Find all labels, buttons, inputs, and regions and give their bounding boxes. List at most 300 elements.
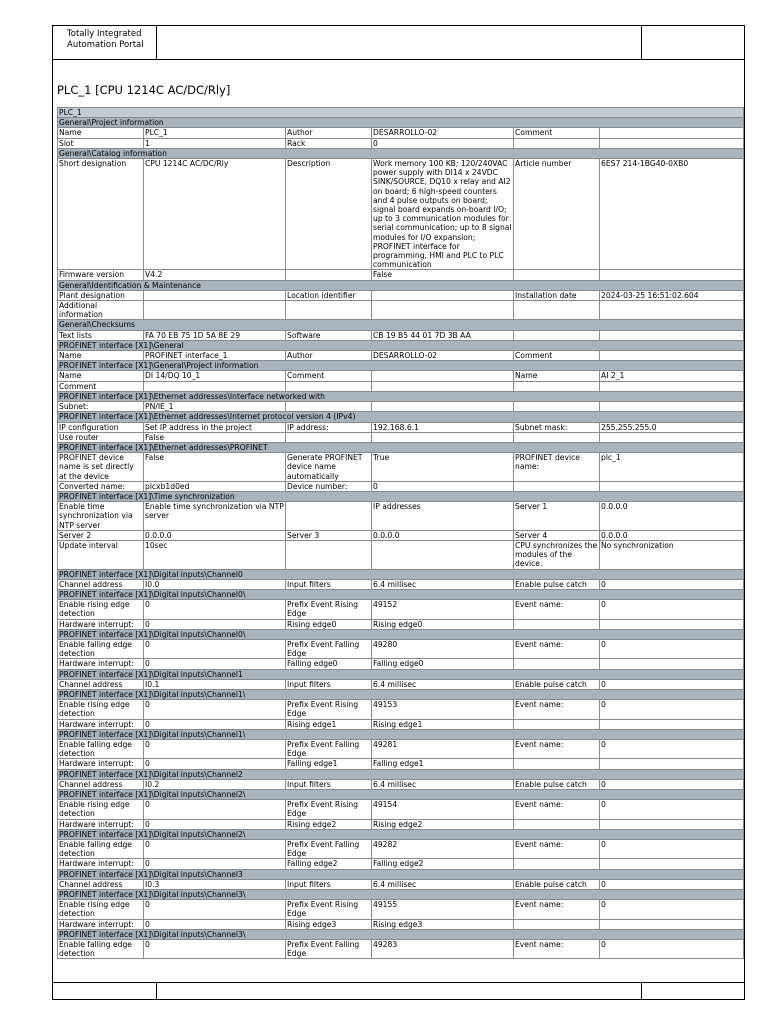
property-label: Hardware interrupt: [58, 659, 144, 669]
section-label: General\Catalog information [58, 148, 744, 158]
property-label: Short designation [58, 159, 144, 270]
property-label [514, 330, 600, 340]
property-label: Event name: [514, 840, 600, 859]
section-label: PROFINET interface [X1]\Ethernet addresses\Interface networked with [58, 391, 744, 401]
property-value [600, 138, 744, 148]
table-row [58, 800, 744, 819]
table-row [58, 879, 744, 889]
property-label: Name [58, 128, 144, 138]
section-label: General\Identification & Maintenance [58, 280, 744, 290]
property-label: Enable pulse catch [514, 879, 600, 889]
property-label: Rising edge2 [286, 819, 372, 829]
section-header-row [58, 790, 744, 800]
property-value [372, 402, 514, 412]
property-value: 0.0.0.0 [372, 530, 514, 540]
property-value [372, 432, 514, 442]
table-row [58, 719, 744, 729]
table-row [58, 301, 744, 320]
section-label: General\Checksums [58, 320, 744, 330]
property-value: CB 19 B5 44 01 7D 3B AA [372, 330, 514, 340]
section-header-row [58, 412, 744, 422]
property-value: Work memory 100 KB; 120/240VAC power supply with DI14 x 24VDC SINK/SOURCE, DQ10 x relay and AI2 on board; 6 high-speed counters and 4 pulse outputs on board; signal board expands on-board I/O; up to 3 communication modules for serial communication; up to 8 signal modules for I/O expansion; PROFINET interface for programming, HMI and PLC to PLC communication [373, 159, 512, 270]
section-header-row [58, 869, 744, 879]
section-label: PROFINET interface [X1]\Digital inputs\Channel0 [58, 569, 744, 579]
property-label: Event name: [514, 900, 600, 919]
table-row [58, 700, 744, 719]
section-label: PROFINET interface [X1]\General\Project information [58, 361, 744, 371]
property-value: 49154 [372, 800, 514, 819]
section-header-row [58, 118, 744, 128]
property-value: DESARROLLO-02 [372, 128, 514, 138]
table-row [58, 402, 744, 412]
property-value [600, 759, 744, 769]
section-header-row [58, 491, 744, 501]
table-row [58, 290, 744, 300]
property-label: Event name: [514, 800, 600, 819]
property-label [286, 301, 372, 320]
property-label: Article number [514, 159, 600, 270]
page-title: PLC_1 [CPU 1214C AC/DC/Rly] [57, 83, 231, 97]
table-row [58, 919, 744, 929]
property-label [286, 432, 372, 442]
property-value: 10sec [144, 540, 286, 569]
property-value: 0.0.0.0 [600, 502, 744, 531]
section-header-row [58, 729, 744, 739]
property-value: I0.3 [144, 879, 286, 889]
property-label [514, 402, 600, 412]
property-label: Prefix Event Falling Edge [286, 639, 372, 658]
property-label: Prefix Event Rising Edge [286, 600, 372, 619]
property-label: Author [286, 128, 372, 138]
property-value: 255.255.255.0 [600, 422, 744, 432]
property-value [144, 301, 286, 320]
property-value: 0 [144, 759, 286, 769]
property-value: 0 [144, 900, 286, 919]
property-value: 0 [144, 639, 286, 658]
property-value: V4.2 [144, 270, 286, 280]
property-label [514, 859, 600, 869]
property-value: False [144, 453, 286, 482]
property-label [514, 659, 600, 669]
table-row [58, 453, 744, 482]
property-value [600, 301, 744, 320]
property-label [514, 759, 600, 769]
property-label [514, 919, 600, 929]
property-value: 0.0.0.0 [600, 530, 744, 540]
property-value: 0 [144, 800, 286, 819]
property-value [372, 540, 514, 569]
property-value: 0 [144, 840, 286, 859]
property-label: Comment [286, 371, 372, 381]
property-value: Enable time synchronization via NTP server [144, 502, 286, 531]
property-label [514, 719, 600, 729]
section-header-row [58, 890, 744, 900]
property-value: 49280 [372, 639, 514, 658]
section-label: PROFINET interface [X1]\Digital inputs\Channel0\ [58, 629, 744, 639]
property-value: No synchronization [600, 540, 744, 569]
section-header-row [58, 148, 744, 158]
property-label [514, 619, 600, 629]
property-label: IP address: [286, 422, 372, 432]
property-label: Hardware interrupt: [58, 719, 144, 729]
property-value: 6.4 millisec [372, 679, 514, 689]
property-value: 0 [144, 619, 286, 629]
property-value: DI 14/DQ 10_1 [144, 371, 286, 381]
property-value [600, 402, 744, 412]
property-value: Rising edge0 [372, 619, 514, 629]
section-label: PROFINET interface [X1]\Digital inputs\Channel2\ [58, 829, 744, 839]
section-header-row [58, 689, 744, 699]
property-label: Name [514, 371, 600, 381]
property-label: Prefix Event Rising Edge [286, 700, 372, 719]
section-header-row [58, 929, 744, 939]
property-value [600, 819, 744, 829]
property-value: 0 [600, 800, 744, 819]
section-header-row [58, 589, 744, 599]
property-label: Input filters [286, 579, 372, 589]
property-label: Hardware interrupt: [58, 759, 144, 769]
table-row [58, 540, 744, 569]
section-header-row [58, 669, 744, 679]
property-value [600, 351, 744, 361]
table-row [58, 659, 744, 669]
property-value [600, 719, 744, 729]
property-value: PN/IE_1 [144, 402, 286, 412]
property-label: Channel address [58, 879, 144, 889]
property-label: Name [58, 371, 144, 381]
property-label: Event name: [514, 700, 600, 719]
property-label: Channel address [58, 579, 144, 589]
property-value: Falling edge2 [372, 859, 514, 869]
property-value: 0 [600, 600, 744, 619]
property-label: Hardware interrupt: [58, 619, 144, 629]
property-value [144, 290, 286, 300]
section-label: PROFINET interface [X1]\Digital inputs\Channel1 [58, 669, 744, 679]
table-row [58, 940, 744, 959]
property-value [600, 330, 744, 340]
property-value [600, 919, 744, 929]
property-label: Enable pulse catch [514, 679, 600, 689]
property-label: Enable pulse catch [514, 779, 600, 789]
property-value: I0.0 [144, 579, 286, 589]
property-label: Comment [58, 381, 144, 391]
property-value: Falling edge1 [372, 759, 514, 769]
property-value: 49152 [372, 600, 514, 619]
section-label: PROFINET interface [X1]\Time synchronization [58, 491, 744, 501]
property-value: FA 70 EB 75 1D 5A 8E 29 [144, 330, 286, 340]
footer-divider [156, 983, 157, 999]
property-value: 0 [600, 940, 744, 959]
property-value: I0.2 [144, 779, 286, 789]
property-value: 6.4 millisec [372, 879, 514, 889]
section-label: PROFINET interface [X1]\Ethernet addresses\PROFINET [58, 442, 744, 452]
property-label: Falling edge2 [286, 859, 372, 869]
property-label [286, 502, 372, 531]
property-label: Rising edge1 [286, 719, 372, 729]
property-value: 49153 [372, 700, 514, 719]
properties-table [57, 107, 744, 959]
section-header-row [58, 442, 744, 452]
property-label: IP configuration [58, 422, 144, 432]
property-value: 0 [144, 859, 286, 869]
table-row [58, 138, 744, 148]
property-label: Enable time synchronization via NTP server [58, 502, 144, 531]
property-value: 49281 [372, 740, 514, 759]
property-label: Location identifier [286, 290, 372, 300]
property-value: 0 [600, 840, 744, 859]
property-label: Rising edge0 [286, 619, 372, 629]
table-title-row [58, 108, 744, 118]
table-row [58, 502, 744, 531]
property-label: Hardware interrupt: [58, 819, 144, 829]
property-label: PROFINET device name: [514, 453, 600, 482]
property-label: Comment [514, 128, 600, 138]
table-row [58, 432, 744, 442]
property-label: Subnet mask: [514, 422, 600, 432]
property-label: Converted name: [58, 481, 144, 491]
property-label: Input filters [286, 879, 372, 889]
page-header [53, 26, 744, 60]
property-value: 0 [600, 740, 744, 759]
property-value: Set IP address in the project [144, 422, 286, 432]
property-label: Generate PROFINET device name automatically [286, 453, 372, 482]
property-value: plc_1 [600, 453, 744, 482]
section-header-row [58, 361, 744, 371]
table-row [58, 639, 744, 658]
property-value: IP addresses [372, 502, 514, 531]
property-label: Subnet: [58, 402, 144, 412]
property-value: 0 [372, 481, 514, 491]
property-value: 6.4 millisec [372, 579, 514, 589]
property-value: 0 [144, 919, 286, 929]
property-value: False [144, 432, 286, 442]
footer-divider [641, 983, 642, 999]
section-label: PROFINET interface [X1]\Digital inputs\Channel3\ [58, 929, 744, 939]
table-row [58, 381, 744, 391]
property-label: Text lists [58, 330, 144, 340]
page-footer [53, 982, 744, 999]
property-value: AI 2_1 [600, 371, 744, 381]
property-label: Server 2 [58, 530, 144, 540]
property-label: Enable rising edge detection [58, 600, 144, 619]
property-label: Device number: [286, 481, 372, 491]
property-value: I0.1 [144, 679, 286, 689]
property-label: Software [286, 330, 372, 340]
property-label: Server 4 [514, 530, 600, 540]
table-row [58, 422, 744, 432]
table-row [58, 351, 744, 361]
section-header-row [58, 340, 744, 350]
property-value: 0 [600, 639, 744, 658]
property-label: Input filters [286, 779, 372, 789]
property-label: Additional information [58, 301, 144, 320]
property-label [514, 481, 600, 491]
property-label [286, 270, 372, 280]
property-label: Enable rising edge detection [58, 900, 144, 919]
property-label: Input filters [286, 679, 372, 689]
property-value: 0 [600, 879, 744, 889]
property-value: Rising edge3 [372, 919, 514, 929]
property-value: 192.168.6.1 [372, 422, 514, 432]
property-value: 0 [144, 700, 286, 719]
property-label [286, 540, 372, 569]
property-value: 6.4 millisec [372, 779, 514, 789]
property-value: 0 [144, 819, 286, 829]
property-value: 49283 [372, 940, 514, 959]
property-value: PROFINET interface_1 [144, 351, 286, 361]
property-label [286, 402, 372, 412]
property-label [514, 819, 600, 829]
property-value: True [372, 453, 514, 482]
section-header-row [58, 280, 744, 290]
property-value: plcxb1d0ed [144, 481, 286, 491]
property-value: 0 [600, 779, 744, 789]
section-label: PROFINET interface [X1]\Ethernet addresses\Internet protocol version 4 (IPv4) [58, 412, 744, 422]
section-header-row [58, 391, 744, 401]
property-value: 0 [600, 579, 744, 589]
property-value: 0 [600, 900, 744, 919]
table-row [58, 859, 744, 869]
property-label: Comment [514, 351, 600, 361]
property-label: Falling edge1 [286, 759, 372, 769]
property-value: 0 [144, 940, 286, 959]
property-value [600, 619, 744, 629]
property-label: Event name: [514, 940, 600, 959]
property-label: Plant designation [58, 290, 144, 300]
section-label: PROFINET interface [X1]\Digital inputs\Channel2 [58, 769, 744, 779]
table-row [58, 819, 744, 829]
section-label: PROFINET interface [X1]\Digital inputs\Channel0\ [58, 589, 744, 599]
property-value: 49282 [372, 840, 514, 859]
property-label: Description [286, 159, 372, 270]
table-row [58, 481, 744, 491]
property-value [600, 128, 744, 138]
property-label: Prefix Event Rising Edge [286, 900, 372, 919]
property-value: 2024-03-25 16:51:02.604 [600, 290, 744, 300]
property-label: Name [58, 351, 144, 361]
table-row [58, 330, 744, 340]
property-value: 0 [372, 138, 514, 148]
property-label: Rack [286, 138, 372, 148]
property-label [286, 381, 372, 391]
page-frame [52, 25, 745, 1000]
property-value [600, 381, 744, 391]
section-label: General\Project information [58, 118, 744, 128]
property-label: Server 1 [514, 502, 600, 531]
property-label: Firmware version [58, 270, 144, 280]
property-label: Hardware interrupt: [58, 859, 144, 869]
property-value: CPU 1214C AC/DC/Rly [144, 159, 286, 270]
property-value [372, 301, 514, 320]
property-label: Prefix Event Falling Edge [286, 940, 372, 959]
table-row [58, 779, 744, 789]
property-label: Enable pulse catch [514, 579, 600, 589]
section-label: PROFINET interface [X1]\Digital inputs\Channel3 [58, 869, 744, 879]
table-row [58, 579, 744, 589]
property-label: Enable rising edge detection [58, 700, 144, 719]
section-header-row [58, 320, 744, 330]
property-value: 6ES7 214-1BG40-0XB0 [600, 159, 744, 270]
property-value: Falling edge0 [372, 659, 514, 669]
table-row [58, 679, 744, 689]
property-label: CPU synchronizes the modules of the device. [514, 540, 600, 569]
property-label: Slot [58, 138, 144, 148]
table-row [58, 371, 744, 381]
section-header-row [58, 629, 744, 639]
header-divider [641, 26, 642, 59]
property-value: 0 [144, 740, 286, 759]
property-value: 0 [600, 679, 744, 689]
property-value: False [372, 270, 514, 280]
property-label: Falling edge0 [286, 659, 372, 669]
property-label [514, 270, 600, 280]
property-label: Enable falling edge detection [58, 840, 144, 859]
section-label: PROFINET interface [X1]\Digital inputs\Channel1\ [58, 689, 744, 699]
property-value: 0 [144, 600, 286, 619]
table-row [58, 759, 744, 769]
section-label: PROFINET interface [X1]\Digital inputs\Channel3\ [58, 890, 744, 900]
portal-name: Totally Integrated Automation Portal [53, 26, 157, 59]
property-label: Prefix Event Falling Edge [286, 740, 372, 759]
property-value: 0 [144, 659, 286, 669]
section-label: PLC_1 [58, 108, 744, 118]
property-label [514, 381, 600, 391]
section-header-row [58, 829, 744, 839]
property-value [372, 290, 514, 300]
property-label: Prefix Event Falling Edge [286, 840, 372, 859]
section-label: PROFINET interface [X1]\General [58, 340, 744, 350]
property-value: 0 [144, 719, 286, 729]
property-label: Server 3 [286, 530, 372, 540]
property-label: Author [286, 351, 372, 361]
property-value [600, 859, 744, 869]
property-label: Channel address [58, 679, 144, 689]
property-label: Hardware interrupt: [58, 919, 144, 929]
property-value: 1 [144, 138, 286, 148]
table-row [58, 740, 744, 759]
property-label: Event name: [514, 600, 600, 619]
property-value [372, 371, 514, 381]
property-value: Rising edge2 [372, 819, 514, 829]
table-row [58, 619, 744, 629]
property-label: Enable falling edge detection [58, 940, 144, 959]
property-label: Event name: [514, 639, 600, 658]
property-value [600, 270, 744, 280]
property-label: Channel address [58, 779, 144, 789]
table-row [58, 128, 744, 138]
property-label [514, 432, 600, 442]
section-label: PROFINET interface [X1]\Digital inputs\Channel1\ [58, 729, 744, 739]
table-row [58, 840, 744, 859]
section-header-row [58, 769, 744, 779]
property-value [144, 381, 286, 391]
property-label: Use router [58, 432, 144, 442]
property-value [372, 381, 514, 391]
property-label [514, 301, 600, 320]
property-value [600, 659, 744, 669]
table-row [58, 900, 744, 919]
section-header-row [58, 569, 744, 579]
table-row [58, 270, 744, 280]
property-label: Prefix Event Rising Edge [286, 800, 372, 819]
property-value: 0 [600, 700, 744, 719]
property-value: Rising edge1 [372, 719, 514, 729]
property-label: Enable rising edge detection [58, 800, 144, 819]
property-value: 0.0.0.0 [144, 530, 286, 540]
property-label: Enable falling edge detection [58, 639, 144, 658]
property-value: PLC_1 [144, 128, 286, 138]
property-label [514, 138, 600, 148]
